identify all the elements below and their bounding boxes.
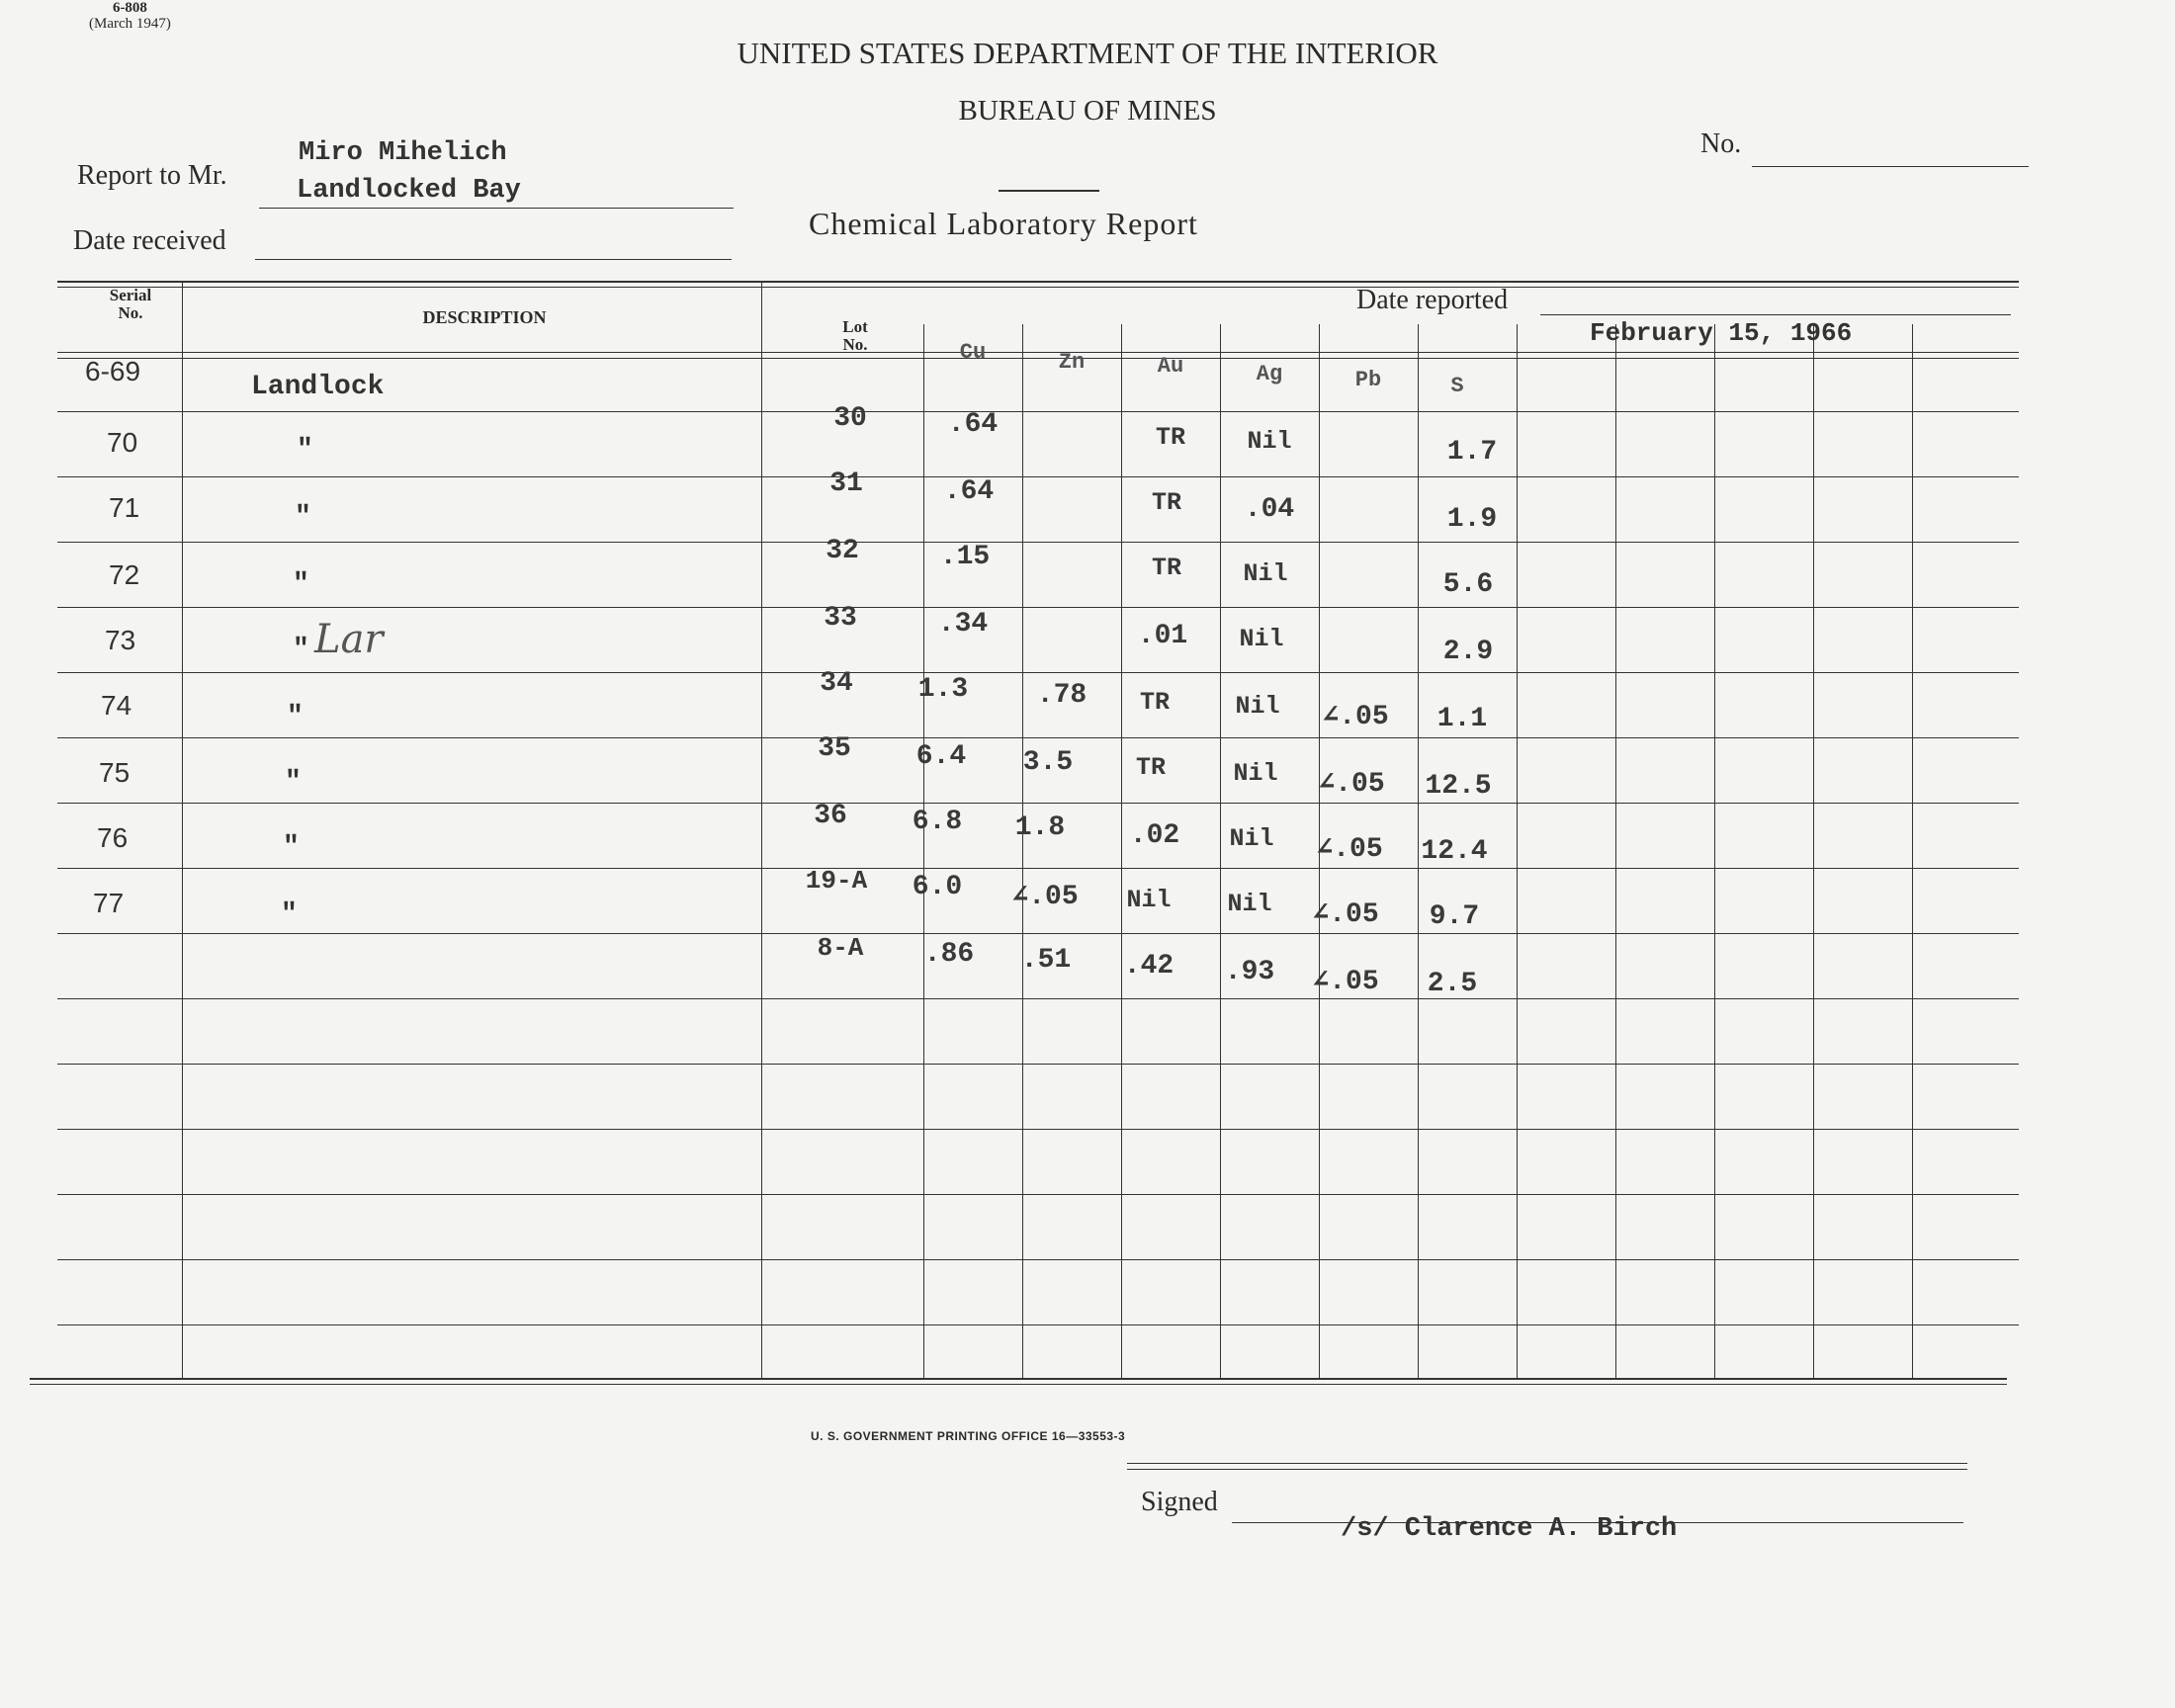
s-cell: 12.5	[1425, 771, 1492, 802]
department-heading: UNITED STATES DEPARTMENT OF THE INTERIOR	[737, 36, 1438, 70]
pb-cell: ∠.05	[1312, 899, 1379, 930]
au-cell: TR	[1155, 423, 1185, 452]
header-serial-no: Serial No.	[109, 286, 152, 322]
ag-cell: Nil	[1227, 890, 1272, 918]
cu-cell: 1.3	[917, 674, 969, 705]
lot-cell: 34	[820, 668, 853, 699]
cu-cell: .64	[947, 409, 999, 440]
pb-cell: ∠.05	[1312, 967, 1379, 997]
cu-cell: 6.0	[912, 872, 963, 902]
col-divider	[1615, 324, 1616, 1380]
au-cell: .02	[1129, 820, 1180, 851]
form-date: (March 1947)	[89, 16, 171, 32]
description-cell: "	[287, 702, 304, 732]
col-divider	[1022, 324, 1023, 1380]
zn-cell: .51	[1020, 945, 1072, 976]
col-divider	[1813, 324, 1814, 1380]
au-cell: TR	[1139, 688, 1170, 717]
cu-cell: .15	[939, 542, 991, 572]
s-cell: 1.9	[1446, 504, 1498, 535]
row-rule	[57, 476, 2019, 477]
signed-line[interactable]	[1232, 1522, 1963, 1523]
lot-cell: 32	[826, 536, 859, 566]
handwritten-note: Lar	[314, 617, 384, 662]
row-rule	[57, 1324, 2019, 1325]
au-cell: .42	[1123, 951, 1174, 982]
s-cell: 12.4	[1421, 836, 1488, 867]
row-rule	[57, 1194, 2019, 1195]
row-rule	[57, 933, 2019, 934]
s-cell: 5.6	[1442, 569, 1494, 600]
col-divider	[1912, 324, 1913, 1380]
ag-cell: Nil	[1235, 692, 1280, 721]
no-label: No.	[1700, 128, 1742, 159]
s-cell: 1.1	[1436, 704, 1488, 734]
description-cell: "	[283, 832, 300, 863]
row-rule	[57, 1259, 2019, 1260]
serial-cell: 70	[107, 427, 138, 458]
lot-cell: 19-A	[805, 866, 868, 896]
signature-value: /s/ Clarence A. Birch	[1341, 1514, 1678, 1544]
zn-cell: ∠.05	[1011, 882, 1079, 912]
serial-cell: 77	[93, 888, 125, 918]
au-cell: TR	[1151, 554, 1181, 582]
report-to-line[interactable]	[259, 208, 734, 209]
serial-cell: 74	[101, 690, 132, 721]
ag-cell: Nil	[1239, 625, 1284, 653]
footer-rule	[1127, 1463, 1967, 1464]
lot-cell: 36	[814, 801, 847, 831]
ag-cell: Nil	[1229, 824, 1274, 853]
lot-cell: 35	[818, 733, 851, 764]
lot-cell: 33	[824, 603, 857, 634]
au-cell: TR	[1135, 753, 1166, 782]
serial-cell: 76	[97, 822, 129, 853]
date-reported-label: Date reported	[1356, 285, 1509, 315]
lot-cell: 30	[833, 403, 867, 434]
signed-label: Signed	[1141, 1487, 1218, 1517]
row-rule	[57, 868, 2019, 869]
table-bottom-rule	[30, 1378, 2007, 1380]
cu-cell: .86	[923, 939, 975, 970]
s-cell: 2.9	[1442, 637, 1494, 667]
form-number: 6-808	[112, 0, 147, 16]
form-number-block	[89, 0, 171, 32]
date-reported-value: February 15, 1966	[1590, 318, 1853, 348]
row-rule	[57, 672, 2019, 673]
zn-cell: 3.5	[1022, 747, 1074, 778]
bureau-heading: BUREAU OF MINES	[958, 95, 1217, 127]
printing-office-imprint: U. S. GOVERNMENT PRINTING OFFICE 16—33553-3	[811, 1429, 1126, 1443]
header-cu: Cu	[959, 340, 987, 365]
serial-cell: 73	[105, 625, 136, 655]
row-rule	[57, 737, 2019, 738]
row-rule	[57, 803, 2019, 804]
header-zn: Zn	[1058, 350, 1086, 375]
description-cell: "	[295, 502, 311, 533]
header-s: S	[1450, 374, 1464, 398]
description-cell: "	[281, 899, 298, 930]
lot-cell: 8-A	[817, 933, 864, 963]
pb-cell: ∠.05	[1322, 702, 1389, 732]
footer-rule-2	[1127, 1469, 1967, 1470]
serial-cell: 71	[109, 492, 140, 523]
description-cell: "	[297, 435, 313, 466]
s-cell: 9.7	[1429, 901, 1480, 932]
report-to-name: Miro Mihelich	[299, 138, 507, 168]
au-cell: TR	[1151, 488, 1181, 517]
col-divider	[1121, 324, 1122, 1380]
description-cell: "	[285, 767, 302, 798]
description-cell: Landlock	[251, 372, 385, 402]
col-divider	[1517, 324, 1518, 1380]
cu-cell: 6.8	[912, 807, 963, 837]
date-received-label: Date received	[73, 225, 226, 256]
col-divider	[1714, 324, 1715, 1380]
lot-cell: 31	[829, 469, 863, 499]
s-cell: 2.5	[1427, 969, 1478, 999]
header-lot-no: Lot No.	[842, 317, 868, 354]
zn-cell: .78	[1036, 680, 1088, 711]
header-ag: Ag	[1256, 362, 1283, 386]
report-to-location: Landlocked Bay	[297, 176, 521, 206]
col-divider	[182, 283, 183, 1380]
date-reported-line[interactable]	[1540, 314, 2011, 315]
no-field-line[interactable]	[1752, 166, 2029, 167]
header-pb: Pb	[1354, 368, 1382, 392]
s-cell: 1.7	[1446, 437, 1498, 468]
report-title: Chemical Laboratory Report	[809, 206, 1198, 241]
cu-cell: 6.4	[915, 741, 967, 772]
header-description: DESCRIPTION	[422, 307, 547, 327]
pb-cell: ∠.05	[1316, 834, 1383, 865]
serial-cell: 6-69	[85, 356, 141, 386]
au-cell: .01	[1137, 621, 1188, 651]
ag-cell: Nil	[1247, 427, 1292, 456]
serial-cell: 75	[99, 757, 130, 788]
table-top-rule	[57, 281, 2019, 283]
date-received-line[interactable]	[255, 259, 732, 260]
row-rule	[57, 542, 2019, 543]
pb-cell: ∠.05	[1318, 769, 1385, 800]
table-top-rule-2	[57, 287, 2019, 288]
description-cell: "	[293, 569, 309, 600]
description-cell: "	[293, 635, 309, 665]
row-rule	[57, 1064, 2019, 1065]
header-au: Au	[1157, 354, 1184, 379]
row-rule	[57, 411, 2019, 412]
row-rule	[57, 998, 2019, 999]
col-divider	[761, 283, 762, 1380]
ag-cell: .93	[1224, 957, 1275, 987]
row-rule	[57, 1129, 2019, 1130]
ag-cell: Nil	[1233, 759, 1278, 788]
row-rule	[57, 607, 2019, 608]
ag-cell: Nil	[1243, 559, 1288, 588]
report-to-label: Report to Mr.	[77, 160, 227, 191]
ag-cell: .04	[1244, 494, 1295, 525]
serial-cell: 72	[109, 559, 140, 590]
title-rule	[999, 190, 1099, 192]
table-bottom-rule-2	[30, 1384, 2007, 1385]
au-cell: Nil	[1126, 886, 1172, 914]
zn-cell: 1.8	[1014, 812, 1066, 843]
cu-cell: .34	[937, 609, 989, 640]
cu-cell: .64	[943, 476, 995, 507]
